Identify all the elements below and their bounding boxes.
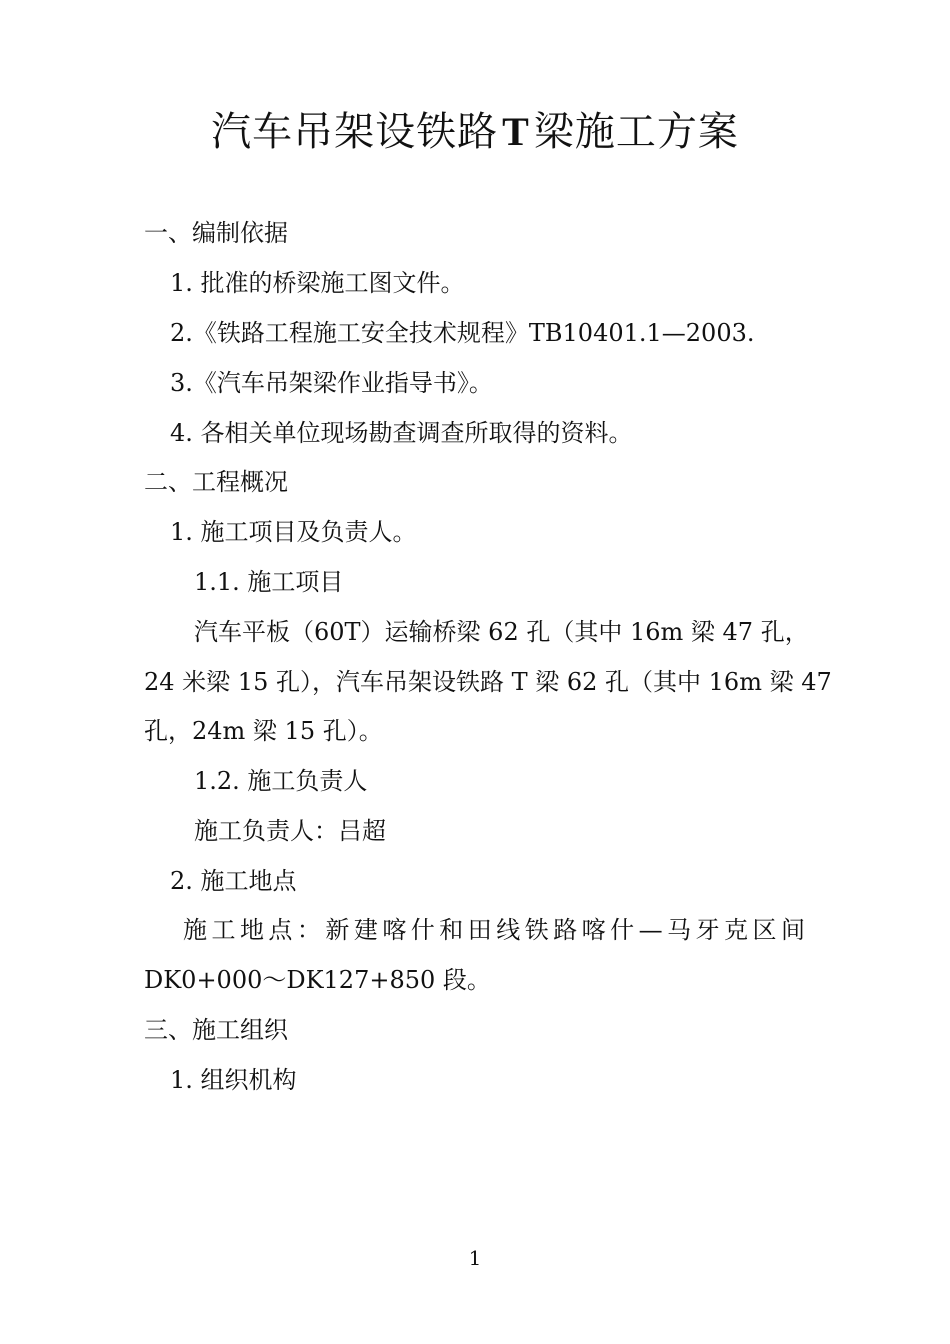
basis-item-4: 4. 各相关单位现场勘查调查所取得的资料。 [170, 419, 633, 447]
basis-item-2: 2.《铁路工程施工安全技术规程》TB10401.1—2003. [170, 319, 755, 347]
section-heading-3: 三、施工组织 [144, 1016, 288, 1044]
document-title [0, 100, 950, 164]
basis-item-3: 3.《汽车吊架梁作业指导书》。 [170, 369, 493, 397]
project-paragraph-line-3: 孔，24m 梁 15 孔）。 [144, 717, 383, 745]
project-paragraph-line-1: 汽车平板（60T）运输桥梁 62 孔（其中 16m 梁 47 孔， [194, 618, 809, 646]
subheading-1-1: 1.1. 施工项目 [194, 568, 344, 596]
section-heading-1: 一、编制依据 [144, 219, 288, 247]
title-prefix: 汽车吊架设铁路 [211, 109, 499, 155]
location-paragraph-line-1: 施工地点：新建喀什和田线铁路喀什—马牙克区间 [183, 916, 805, 944]
title-suffix: 梁施工方案 [533, 109, 739, 155]
location-paragraph-line-2: DK0+000～DK127+850 段。 [144, 966, 491, 994]
organization-item-1: 1. 组织机构 [170, 1066, 297, 1094]
section-heading-2: 二、工程概况 [144, 468, 288, 496]
overview-item-2: 2. 施工地点 [170, 867, 297, 895]
overview-item-1: 1. 施工项目及负责人。 [170, 518, 417, 546]
title-bold-letter: T [502, 109, 530, 154]
responsible-person: 施工负责人：吕超 [194, 817, 386, 845]
project-paragraph-line-2: 24 米梁 15 孔），汽车吊架设铁路 T 梁 62 孔（其中 16m 梁 47 [144, 668, 832, 696]
subheading-1-2: 1.2. 施工负责人 [194, 767, 368, 795]
page-number: 1 [468, 1246, 482, 1270]
basis-item-1: 1. 批准的桥梁施工图文件。 [170, 269, 465, 297]
